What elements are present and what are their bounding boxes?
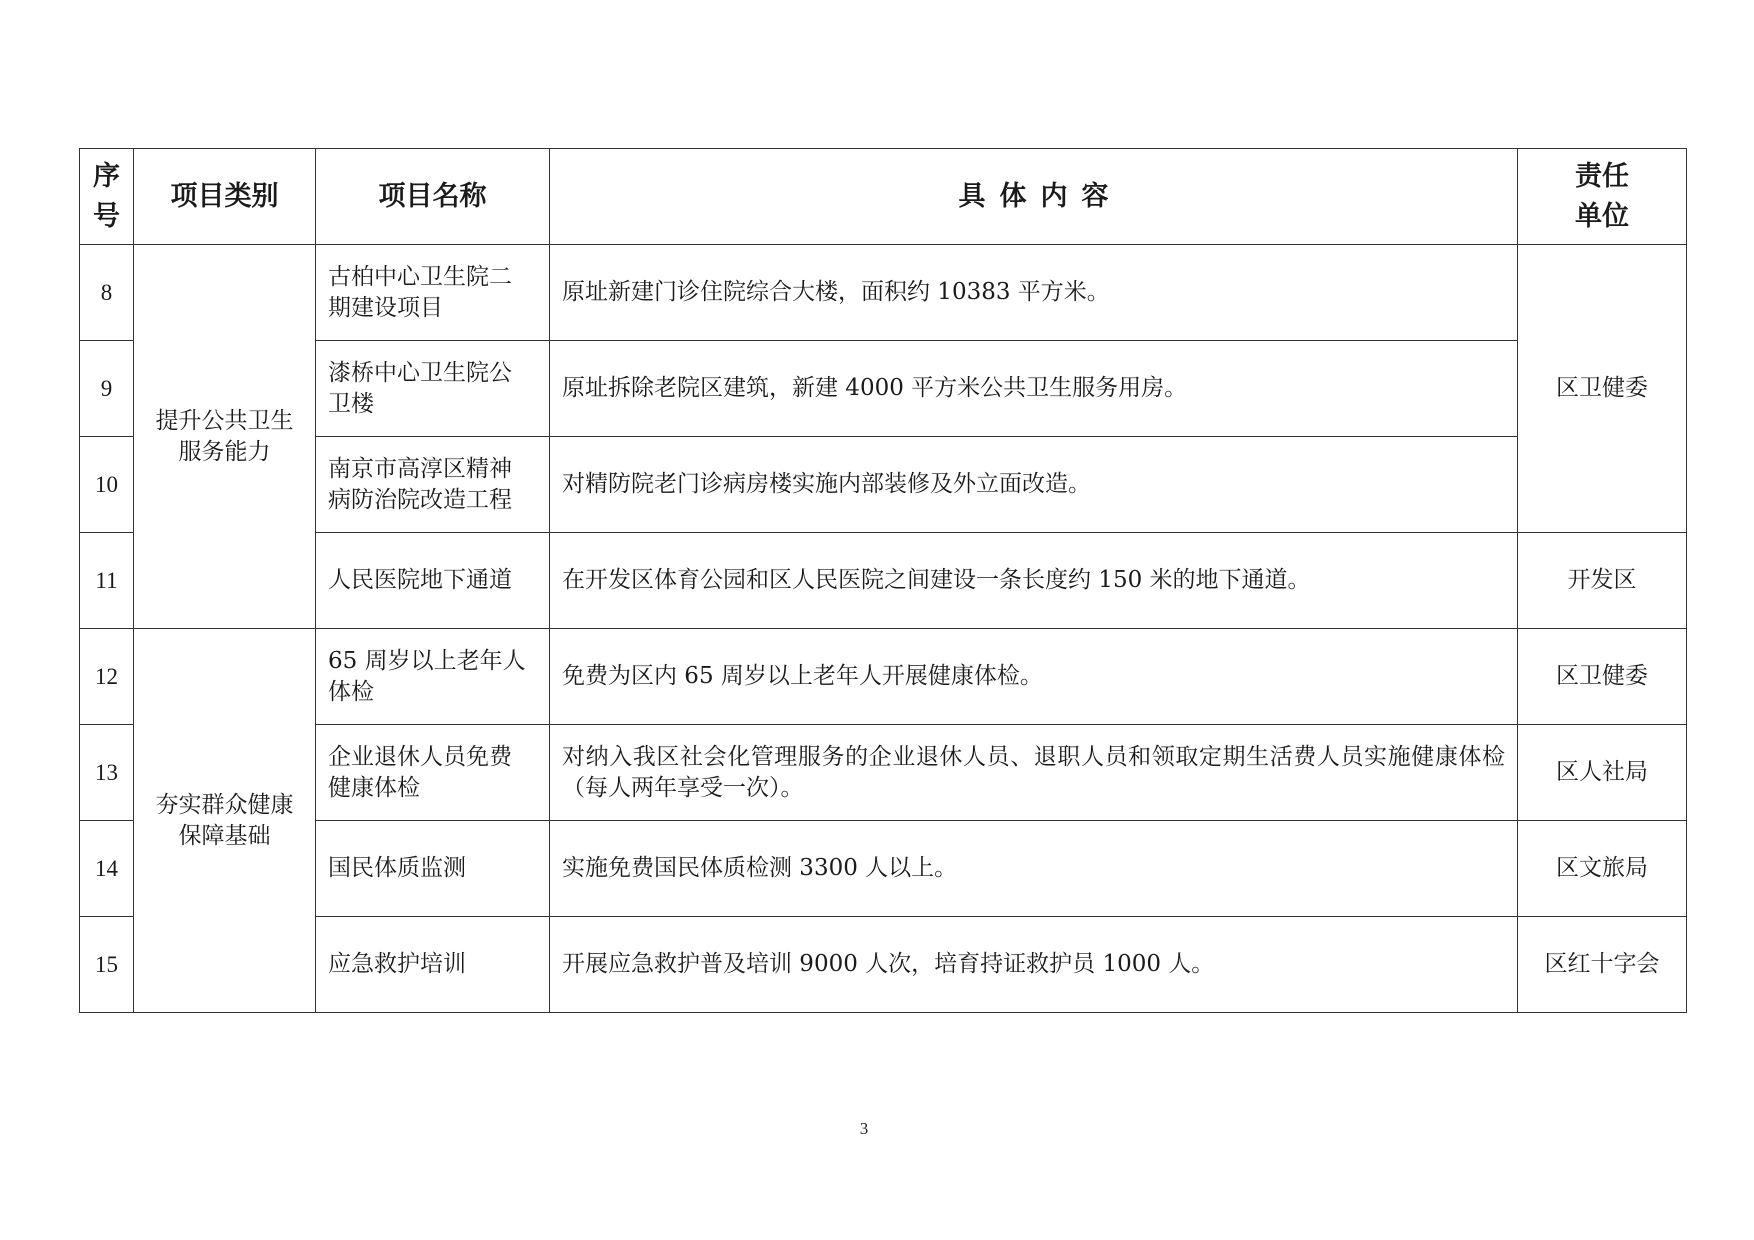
row-unit: 区卫健委: [1518, 245, 1687, 533]
row-name-text: 人民医院地下通道: [328, 567, 512, 593]
row-content: 对精防院老门诊病房楼实施内部装修及外立面改造。: [550, 437, 1518, 533]
category-cell: [134, 245, 316, 629]
row-content: 原址拆除老院区建筑，新建 4000 平方米公共卫生服务用房。: [550, 341, 1518, 437]
header-seq-line2: 号: [93, 200, 120, 232]
row-name: [316, 437, 550, 533]
table-row: [80, 341, 1687, 437]
row-content: 对纳入我区社会化管理服务的企业退休人员、退职人员和领取定期生活费人员实施健康体检（每人两年享受一次）。: [550, 725, 1518, 821]
row-name: [316, 725, 550, 821]
row-name-text: 国民体质监测: [328, 855, 466, 881]
row-name-text: 企业退休人员免费健康体检: [328, 743, 512, 801]
row-seq: 9: [80, 341, 134, 437]
row-content: 原址新建门诊住院综合大楼，面积约 10383 平方米。: [550, 245, 1518, 341]
row-unit: 区卫健委: [1518, 629, 1687, 725]
row-name: [316, 917, 550, 1013]
header-content: [550, 149, 1518, 245]
table-header-row: [80, 149, 1687, 245]
row-name: [316, 533, 550, 629]
row-seq: 8: [80, 245, 134, 341]
row-unit: 区人社局: [1518, 725, 1687, 821]
table-row: [80, 917, 1687, 1013]
project-table: [79, 148, 1687, 1013]
row-content: 实施免费国民体质检测 3300 人以上。: [550, 821, 1518, 917]
row-content: 在开发区体育公园和区人民医院之间建设一条长度约 150 米的地下通道。: [550, 533, 1518, 629]
row-seq: 11: [80, 533, 134, 629]
row-unit: 区红十字会: [1518, 917, 1687, 1013]
header-content-label: 具体内容: [958, 180, 1123, 212]
header-name: 项目名称: [316, 149, 550, 245]
table-row: [80, 245, 1687, 341]
table-row: [80, 821, 1687, 917]
row-name: [316, 821, 550, 917]
category-label: 提升公共卫生服务能力: [155, 407, 294, 465]
page-number: 3: [859, 1119, 869, 1138]
row-name: [316, 341, 550, 437]
row-unit: 区文旅局: [1518, 821, 1687, 917]
row-name-text: 南京市高淳区精神病防治院改造工程: [328, 455, 512, 513]
row-name: [316, 245, 550, 341]
table-row: [80, 437, 1687, 533]
row-name-text: 65 周岁以上老年人体检: [328, 647, 526, 705]
row-content: 免费为区内 65 周岁以上老年人开展健康体检。: [550, 629, 1518, 725]
row-name-text: 漆桥中心卫生院公卫楼: [328, 359, 512, 417]
header-seq: [80, 149, 134, 245]
category-label: 夯实群众健康保障基础: [155, 791, 294, 849]
header-category: 项目类别: [134, 149, 316, 245]
row-seq: 12: [80, 629, 134, 725]
header-unit: [1518, 149, 1687, 245]
row-seq: 14: [80, 821, 134, 917]
table-row: [80, 533, 1687, 629]
category-cell: [134, 629, 316, 1013]
header-unit-line1: 责任: [1575, 160, 1629, 192]
row-seq: 10: [80, 437, 134, 533]
row-name-text: 应急救护培训: [328, 951, 466, 977]
row-seq: 13: [80, 725, 134, 821]
row-name: [316, 629, 550, 725]
header-seq-line1: 序: [93, 160, 120, 192]
row-seq: 15: [80, 917, 134, 1013]
row-unit: 开发区: [1518, 533, 1687, 629]
table-row: [80, 725, 1687, 821]
row-content: 开展应急救护普及培训 9000 人次，培育持证救护员 1000 人。: [550, 917, 1518, 1013]
table-row: [80, 629, 1687, 725]
header-unit-line2: 单位: [1575, 200, 1629, 232]
row-name-text: 古柏中心卫生院二期建设项目: [328, 263, 512, 321]
